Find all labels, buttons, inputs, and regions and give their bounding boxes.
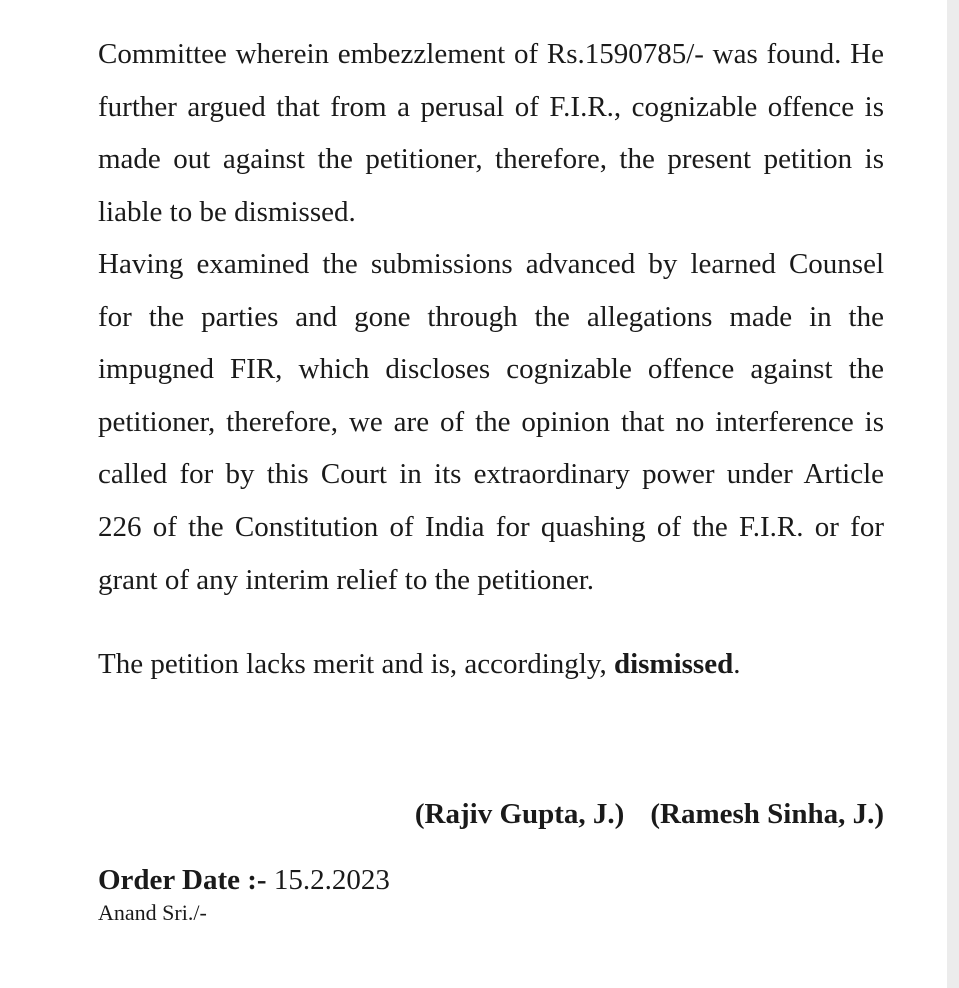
order-date [98,860,390,900]
judge-signatures [415,794,884,834]
paragraph-findings: Having examined the submissions advanced by learned Counsel for the parties and gone through the allegations made in the impugned FIR, which discloses cognizable offence against the petitioner, therefore, we are of the opinion that no interference is called for by this Court in its extraordinary power under Article 226 of the Constitution of India for quashing of the F.I.R. or for grant of any interim relief to the petitioner. [98,248,884,596]
disposal-verdict: dismissed [613,648,734,680]
order-date-label: Order Date :- [98,864,267,896]
judge-name-second: (Ramesh Sinha, J.) [650,798,884,830]
stenographer-initials: Anand Sri./- [98,900,207,925]
paragraph-disposal [98,638,740,690]
paragraph-submissions: Committee wherein embezzlement of Rs.1590785/- was found. He further argued that from a perusal of F.I.R., cognizable offence is made out against the petitioner, therefore, the present petition is liable to be dismissed. [98,38,884,228]
disposal-period: . [733,648,741,680]
page-edge-strip [947,0,959,988]
order-date-value: 15.2.2023 [273,864,390,896]
disposal-text: The petition lacks merit and is, accordingly, [98,648,607,680]
judge-name-first: (Rajiv Gupta, J.) [414,798,625,830]
